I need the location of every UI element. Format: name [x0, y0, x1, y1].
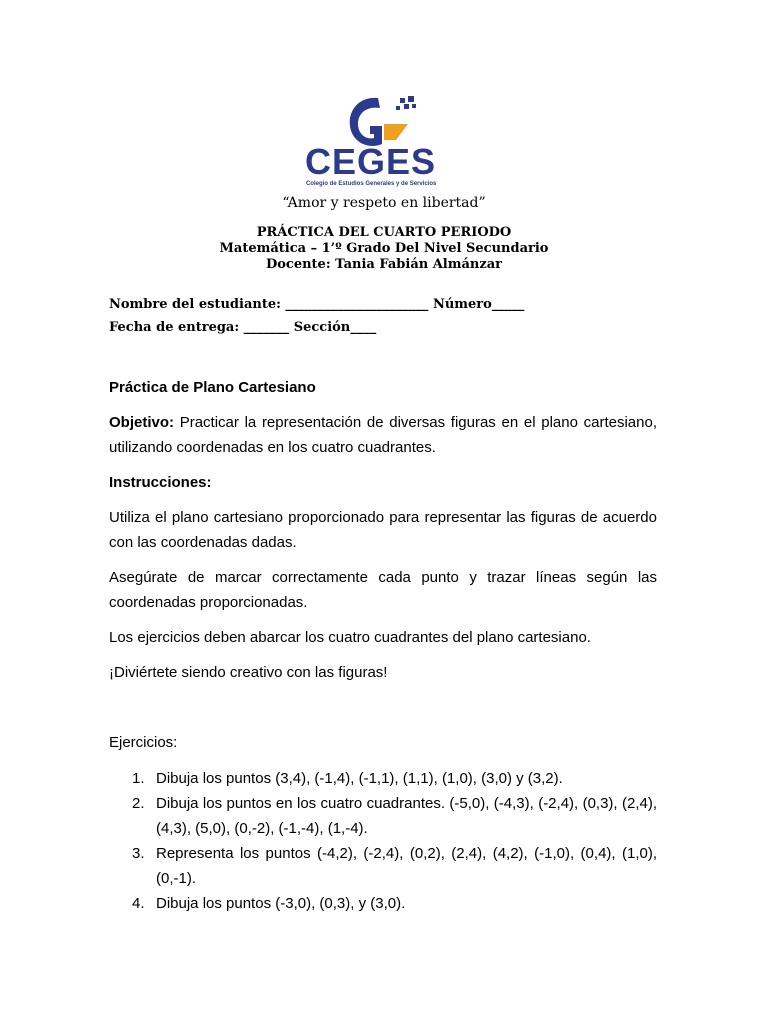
- student-name-line: Nombre del estudiante: ______________________ Número_____: [109, 297, 525, 312]
- document-title: PRÁCTICA DEL CUARTO PERIODO: [256, 225, 512, 240]
- objective-text: Practicar la representación de diversas figuras en el plano cartesiano, utilizando coordenadas en los cuatro cuadrantes.: [109, 414, 657, 456]
- instruction-item: ¡Diviértete siendo creativo con las figuras!: [109, 664, 388, 681]
- exercise-item: [109, 891, 657, 916]
- exercises-label: Ejercicios:: [109, 734, 178, 751]
- objective-paragraph: [109, 410, 657, 460]
- section-title: Práctica de Plano Cartesiano: [109, 379, 316, 396]
- exercise-item: [109, 791, 657, 841]
- instruction-item: Los ejercicios deben abarcar los cuatro cuadrantes del plano cartesiano.: [109, 629, 591, 646]
- exercise-item: [109, 766, 657, 791]
- exercise-list: [109, 766, 657, 916]
- instruction-item: Utiliza el plano cartesiano proporcionado para representar las figuras de acuerdo con las coordenadas dadas.: [109, 509, 657, 551]
- g-letter-shape: [350, 98, 382, 146]
- exercise-number: 1.: [132, 770, 145, 787]
- logo-brand: CEGES: [305, 141, 437, 182]
- exercise-number: 2.: [132, 795, 145, 812]
- exercise-text: Dibuja los puntos (3,4), (-1,4), (-1,1), (1,1), (1,0), (3,0) y (3,2).: [156, 770, 563, 787]
- document-header: [0, 225, 768, 273]
- delivery-date-line: Fecha de entrega: _______ Sección____: [109, 320, 377, 335]
- exercise-text: Dibuja los puntos (-3,0), (0,3), y (3,0).: [156, 895, 406, 912]
- ceges-logo: [300, 92, 470, 188]
- school-motto: “Amor y respeto en libertad”: [282, 195, 486, 211]
- exercise-item: [109, 841, 657, 891]
- instructions-label: Instrucciones:: [109, 474, 212, 491]
- logo-tagline: Colegio de Estudios Generales y de Servicios: [306, 181, 437, 187]
- exercise-text: Representa los puntos (-4,2), (-2,4), (0,2), (2,4), (4,2), (-1,0), (0,4), (1,0), (0,-1).: [156, 845, 657, 887]
- instruction-item: Asegúrate de marcar correctamente cada punto y trazar líneas según las coordenadas proporcionadas.: [109, 569, 657, 611]
- teacher-line: Docente: Tania Fabián Almánzar: [265, 257, 503, 272]
- exercise-number: 3.: [132, 845, 145, 862]
- exercise-text: Dibuja los puntos en los cuatro cuadrantes. (-5,0), (-4,3), (-2,4), (0,3), (2,4), (4,3), (5,0), (0,-2), (-1,-4), (1,-4).: [156, 795, 657, 837]
- objective-label: Objetivo:: [109, 414, 175, 431]
- exercise-number: 4.: [132, 895, 145, 912]
- subject-line: Matemática – 1’º Grado Del Nivel Secundario: [219, 241, 549, 256]
